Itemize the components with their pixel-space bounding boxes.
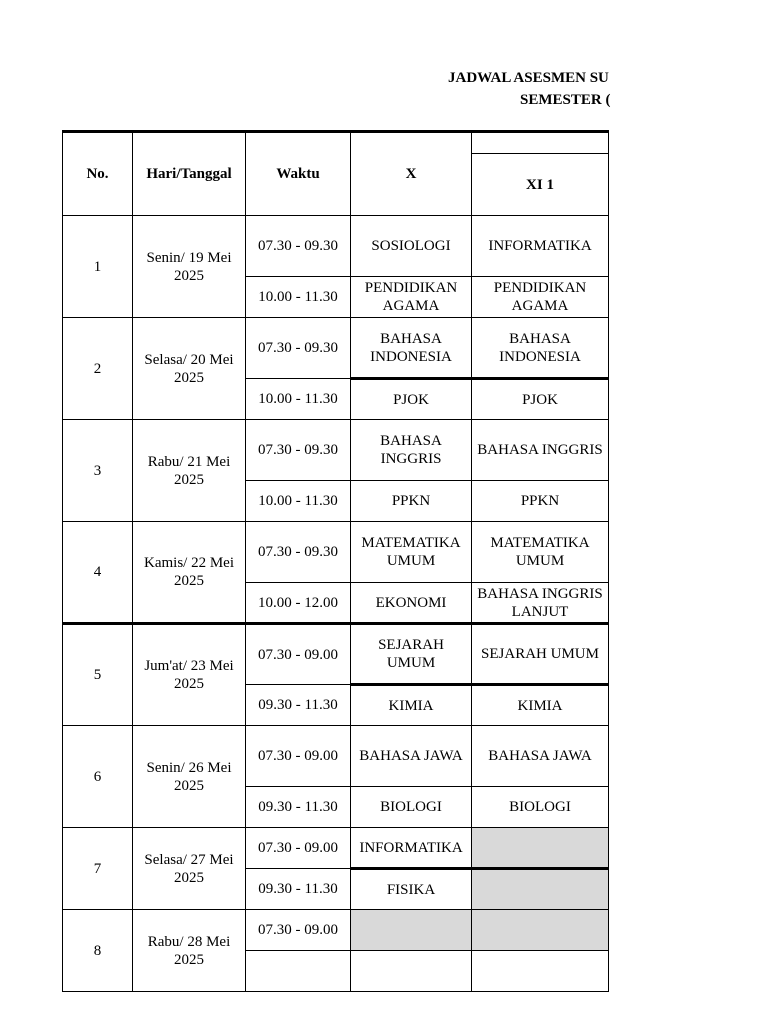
header-class-xi1: XI 1 (472, 154, 609, 216)
row-day: Selasa/ 20 Mei 2025 (133, 318, 246, 420)
header-waktu: Waktu (246, 132, 351, 216)
slot-class-xi1: PENDIDIKAN AGAMA (472, 277, 609, 318)
row-day: Senin/ 19 Mei 2025 (133, 216, 246, 318)
slot-class-x: SEJARAH UMUM (351, 624, 472, 685)
row-number: 6 (63, 726, 133, 828)
title-line-2: SEMESTER ( (520, 92, 611, 108)
slot-time-cut (246, 951, 351, 992)
slot-class-xi1: BAHASA JAWA (472, 726, 609, 787)
slot-time: 07.30 - 09.00 (246, 828, 351, 869)
slot-time: 09.30 - 11.30 (246, 787, 351, 828)
slot-class-x-cut (351, 951, 472, 992)
slot-time: 10.00 - 12.00 (246, 583, 351, 624)
slot-time: 07.30 - 09.00 (246, 624, 351, 685)
row-day: Jum'at/ 23 Mei 2025 (133, 624, 246, 726)
schedule-table (62, 130, 609, 992)
slot-class-xi1: PJOK (472, 379, 609, 420)
slot-class-x: BAHASA INDONESIA (351, 318, 472, 379)
slot-class-xi1: BIOLOGI (472, 787, 609, 828)
slot-class-x: FISIKA (351, 869, 472, 910)
row-number: 2 (63, 318, 133, 420)
title-line-1: JADWAL ASESMEN SU (448, 70, 609, 86)
slot-class-xi1-cut (472, 951, 609, 992)
slot-class-x: PJOK (351, 379, 472, 420)
slot-time: 07.30 - 09.30 (246, 420, 351, 481)
slot-class-xi1: MATEMATIKA UMUM (472, 522, 609, 583)
slot-class-x: BAHASA JAWA (351, 726, 472, 787)
header-no: No. (63, 132, 133, 216)
slot-class-xi1: INFORMATIKA (472, 216, 609, 277)
row-number: 8 (63, 910, 133, 992)
slot-time: 07.30 - 09.30 (246, 522, 351, 583)
slot-class-x: PENDIDIKAN AGAMA (351, 277, 472, 318)
slot-class-x: SOSIOLOGI (351, 216, 472, 277)
slot-time: 07.30 - 09.00 (246, 726, 351, 787)
slot-time: 09.30 - 11.30 (246, 685, 351, 726)
slot-class-x: KIMIA (351, 685, 472, 726)
row-number: 3 (63, 420, 133, 522)
row-day: Kamis/ 22 Mei 2025 (133, 522, 246, 624)
slot-class-x: PPKN (351, 481, 472, 522)
header-class-x: X (351, 132, 472, 216)
slot-time: 10.00 - 11.30 (246, 379, 351, 420)
slot-time: 09.30 - 11.30 (246, 869, 351, 910)
slot-time: 10.00 - 11.30 (246, 481, 351, 522)
row-number: 5 (63, 624, 133, 726)
row-number: 7 (63, 828, 133, 910)
slot-class-xi1-empty (472, 869, 609, 910)
row-day: Selasa/ 27 Mei 2025 (133, 828, 246, 910)
slot-class-xi1-empty (472, 910, 609, 951)
schedule-sheet (62, 130, 608, 968)
slot-class-xi1: BAHASA INGGRIS LANJUT (472, 583, 609, 624)
slot-class-xi1: PPKN (472, 481, 609, 522)
header-group-blank (472, 132, 609, 154)
slot-class-x: MATEMATIKA UMUM (351, 522, 472, 583)
slot-class-xi1: BAHASA INDONESIA (472, 318, 609, 379)
slot-class-xi1: BAHASA INGGRIS (472, 420, 609, 481)
slot-class-x: BAHASA INGGRIS (351, 420, 472, 481)
slot-class-xi1: KIMIA (472, 685, 609, 726)
slot-time: 10.00 - 11.30 (246, 277, 351, 318)
slot-time: 07.30 - 09.30 (246, 318, 351, 379)
row-number: 1 (63, 216, 133, 318)
slot-class-x: EKONOMI (351, 583, 472, 624)
document-title (0, 0, 611, 130)
row-day: Rabu/ 28 Mei 2025 (133, 910, 246, 992)
slot-class-xi1: SEJARAH UMUM (472, 624, 609, 685)
slot-time: 07.30 - 09.00 (246, 910, 351, 951)
slot-class-xi1-empty (472, 828, 609, 869)
slot-time: 07.30 - 09.30 (246, 216, 351, 277)
row-number: 4 (63, 522, 133, 624)
slot-class-x-empty (351, 910, 472, 951)
slot-class-x: BIOLOGI (351, 787, 472, 828)
row-day: Rabu/ 21 Mei 2025 (133, 420, 246, 522)
header-hari-tanggal: Hari/Tanggal (133, 132, 246, 216)
row-day: Senin/ 26 Mei 2025 (133, 726, 246, 828)
slot-class-x: INFORMATIKA (351, 828, 472, 869)
